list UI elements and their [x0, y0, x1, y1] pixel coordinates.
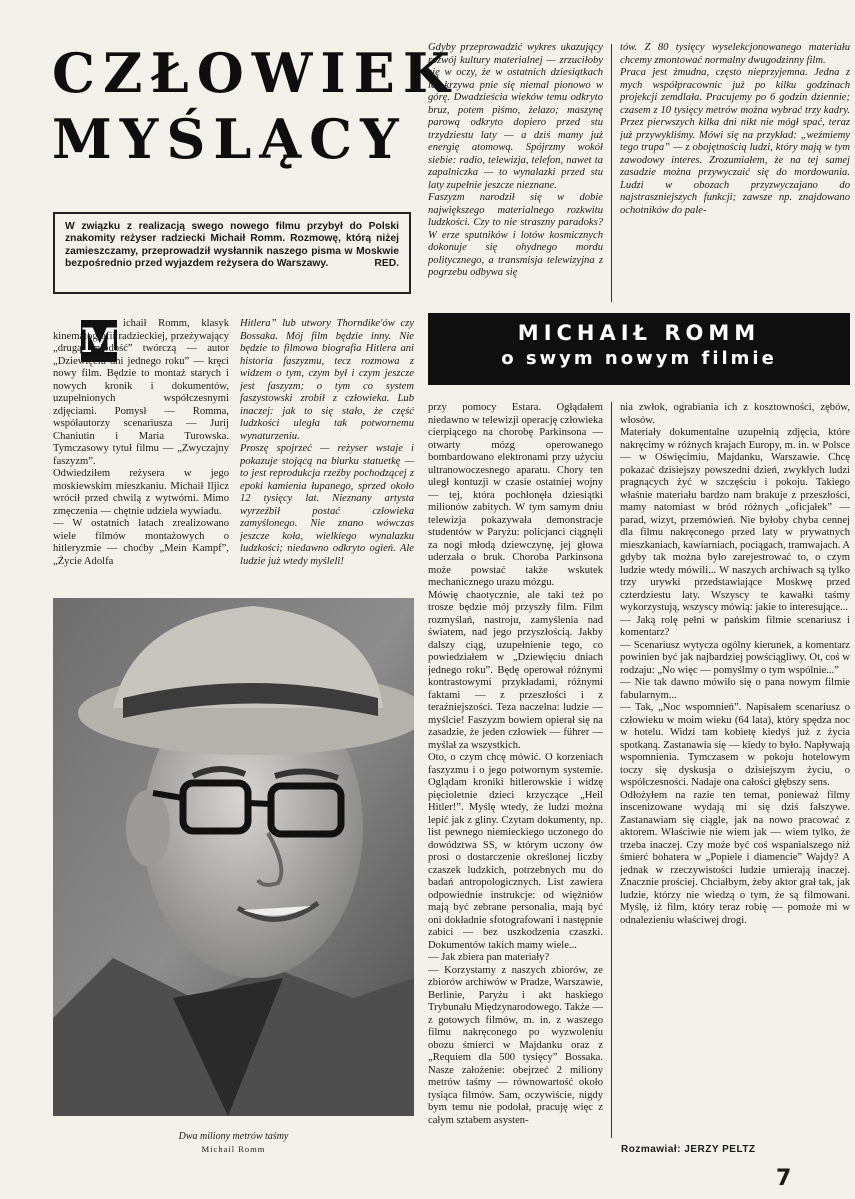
portrait-illustration	[53, 598, 414, 1116]
lead-signature: RED.	[374, 258, 399, 270]
column-left-1: ichaił Romm, klasyk kinematografii radzieckiej, przeżywający „drugą młodość” twórczą — autor „Dziewięciu dni jednego roku” — kręci nowy film. Będzie to montaż starych i nowych kronik i dokumentów, uzupełnionych współczesnymi zdjęciami. Pomysł — Romma, współautorzy scenariusza — Jurij Chaniutin i Maria Turowska. Tymczasowy tytuł filmu — „Zwyczajny faszyzm”. Odwiedziłem reżysera w jego moskiewskim mieszkaniu. Michaił Iljicz wrócił przed chwilą z wytwórni. Mimo zmęczenia — chętnie udziela wywiadu. — W ostatnich latach zrealizowano wiele filmów montażowych o hitleryzmie — choćby „Mein Kampf”, „Życie Adolfa	[53, 318, 229, 567]
interview-banner	[428, 313, 850, 385]
banner-subtitle: o swym nowym filmie	[501, 348, 777, 369]
page-number: 7	[776, 1166, 792, 1191]
portrait-photo	[53, 598, 414, 1116]
column-top-right-2: tów. Z 80 tysięcy wyselekcjonowanego materiału chcemy zmontować normalny dwugodzinny film. Praca jest żmudna, często nieprzyjemna. Jedna z mych współpracownic już po kilku godzinach projekcji zemdlała. Pracujemy po 6 godzin dziennie; czasem z 10 tysięcy metrów można wybrać trzy kadry. Przez pierwszych kilka dni nikt nie mógł spać, teraz już przywykliśmy. Mówi się na przykład: „weźmiemy tego trupa” — z obojętnością ludzi, który mają w tym zawodowy interes. Zrozumiałem, że na tej samej zasadzie można przywyczaić się do mordowania. Ludzi w obozach przyzwyczajano do najstraszniejszych funkcji; zawsze np. znajdowano ochotników do pale-	[620, 42, 850, 216]
photo-caption	[53, 1131, 414, 1155]
column-right: nia zwłok, ograbiania ich z kosztowności, zębów, włosów. Materiały dokumentalne uzupełnią zdjęcia, które nakręcimy w różnych krajach Europy, m. in. w Polsce — w Oświęcimiu, Majdanku, Warszawie. Chcę pokazać dzisiejszy powszedni dzień, zwykłych ludzi pragnących żyć w szczęściu i pokoju. Takiego właśnie materiału bardzo nam brakuje z przeszłości, mamy natomiast w bród różnych „oficjałek” — parad, wizyt, przemówień. Nie byłoby chyba cennej dla filmu nakręconego przed laty w prywatnych mieszkaniach, kawiarniach, pociągach, tramwajach. A gdyby tak można było zarejestrować to, o czym ludzie wtedy mówili... W naszych archiwach są tylko trzy urywki przedstawiające Moskwę przed czterdziestu laty. Wszyscy te kawałki taśmy wykorzystują, wszyscy mówią: jakie to interesujące... — Jaką rolę pełni w pańskim filmie scenariusz i komentarz? — Scenariusz wytycza ogólny kierunek, a komentarz powinien być jak najbardziej powściągliwy. Ot, coś w rodzaju: „No więc — pomyślmy o tym wspólnie...” — Nie tak dawno mówiło się o pana nowym filmie fabularnym... — Tak, „Noc wspomnień”. Napisałem scenariusz o człowieku w moim wieku (64 lata), który spędza noc w hotelu. Widzi tam kobietę kiedyś już z życia spotkaną. Zastanawia się — kiedy to było. Napływają wspomnienia. Tymczasem w pokoju hotelowym toczy się dyskusja o dzisiejszym życiu, o współczesności. Nadaje ona całości głębszy sens. Odłożyłem na razie ten temat, ponieważ filmy inscenizowane wydają mi się dziś fałszywe. Zastanawiam się ciągle, jak na nowo pracować z aktorem. Właściwie nie wiem jak — wiem tylko, że trzeba inaczej. Czy może być coś wspanialszego niż śmierć bohatera w „Popiele i diamencie” Wajdy? A jednak w rzeczywistości ludzie umierają inaczej. Znacznie prościej. Chciałbym, żeby aktor grał tak, jak ludzie, którzy nie wiedzą o tym, że są filmowani. Myślę, iż film, który teraz robię — pomoże mi w odnalezieniu właściwej drogi.	[620, 402, 850, 926]
title-line-1: CZŁOWIEK	[52, 41, 458, 105]
column-divider	[611, 44, 612, 302]
banner-name: MICHAIŁ ROMM	[517, 321, 761, 345]
drop-cap: M	[81, 321, 119, 361]
column-divider-lower	[611, 402, 612, 1138]
title-line-2: MYŚLĄCY	[52, 107, 407, 171]
column-middle: przy pomocy Estara. Ogłądałem niedawno w telewizji operację człowieka cierpiącego na chorobę Parkinsona — otwarty mózg operowanego bombardowano elektronami przy użyciu ultranowoczesnego aparatu. Chory ten uległ kontuzji w czasie ostatniej wojny — tej, która pochłonęła dziesiątki milionów zabitych. W tym samym dniu telewizja pokazywała demonstracje studentów w Paryżu: policjanci ciągnęli za nogi młodą dziewczynę, jej głowa uderzała o bruk. Choroba Parkinsona może powstać także wskutek mechanicznego urazu mózgu. Mówię chaotycznie, ale taki też po trosze będzie mój przyszły film. Film rozmyślań, nastroju, zamyślenia nad światem, nad jego przyszłością. Jakby dalszy ciąg, uzupełnienie tego, co powiedziałem w „Dziewięciu dniach jednego roku”. Będę operował różnymi kontrastowymi przykładami, różnymi faktami — z przeszłości i z teraźniejszości. Teza naczelna: ludzie — myślcie! Faszyzm bowiem opierał się na zasadzie, że jeden człowiek — führer — myślał za wszystkich. Oto, o czym chcę mówić. O korzeniach faszyzmu i o jego potwornym systemie. Oglądam kroniki hitlerowskie i widzę pięcioletnie dzieci krzyczące „Heil Hitler!”. Myślę wtedy, że ludzi można lepić jak z gliny. Czytam dokumenty, np. list pewnego niemieckiego uczonego do dowództwa SS, w którym uczony ów prosi o dostarczenie określonej liczby czaszek ludzkich, potrzebnych mu do badań antropologicznych. List zawiera odpowiednie instrukcje: od więźniów mają być zebrane personalia, mają być oni dokładnie sfotografowani i następnie zabici — bez uszkodzenia czaszki. Dokumentów takich mamy wiele... — Jak zbiera pan materiały? — Korzystamy z naszych zbiorów, ze zbiorów archiwów w Pradze, Warszawie, Berlinie, Paryżu i akt haskiego Trybunału Międzynarodowego. Także — z gotowych filmów, m. in. z waszego filmu nakręconego po wyzwoleniu obozu śmierci w Majdanku oraz z „Requiem dla 500 tysięcy” Bossaka. Nasze założenie: obejrzeć 2 miliony metrów taśmy — równowartość około tysiąca filmów. Sam, oczywiście, nigdy bym temu nie podołał, pracuję więc z całym sztabem asysten-	[428, 402, 603, 1126]
article-title	[52, 40, 458, 172]
caption-line-1: Dwa miliony metrów taśmy	[178, 1131, 289, 1142]
column-top-right-1: Gdyby przeprowadzić wykres ukazujący rozwój kultury materialnej — zrzuciłoby się w oczy, że w ostatnich dziesiątkach lat krzywa pnie się niemal pionowo w górę. Dwadzieścia wieków temu odkryto bruz, potem piśmo, żelazo; maszynę parową odkryto dopiero przed stu trzydziestu laty — a dziś mamy już energię atomową. Spójrzmy wokół siebie: radio, telewizja, telefon, nawet ta zapalniczka — to wynalazki przed stu laty zupełnie jeszcze nieznane. Faszyzm narodził się w dobie największego materialnego rozkwitu ludzkości. Czy to nie straszny paradoks? W erze sputników i lotów kosmicznych dokonuje się ohydnego mordu politycznego, a transmisja telewizyjna z pogrzebu odbywa się	[428, 42, 603, 278]
column-left-2: Hitlera” lub utwory Thorndike'ów czy Bossaka. Mój film będzie inny. Nie będzie to filmowa biografia Hitlera ani historia faszyzmu, tecz rozmowa z widzem o tym, czym był i czym jeszcze jest faszyzm; o tym co system faszystowski zrobił z człowieka. Lub inaczej: jak to się stało, że część ludzkości uległa tak potwornemu wynaturzeniu. Proszę spojrzeć — reżyser wstaje i pokazuje stojącą na biurku statuetkę — to jest reprodukcja rzeźby pochodzącej z epoki kamienia łupanego, sprzed około 12 tysięcy lat. Nieznany artysta wyrzeźbił postać człowieka zamyślonego. Nie znano wówczas jeszcze koła, wielkiego wynalazku ludzkości; niedawno odkryto ogień. Ale ludzie już wtedy myśleli!	[240, 318, 414, 567]
lead-text: W związku z realizacją swego nowego filmu przybył do Polski znakomity reżyser radziecki Michaił Romm. Rozmowę, którą niżej zamieszczamy, przeprowadził wysłannik naszego pisma w Moskwie bezpośrednio przed wyjazdem reżysera do Warszawy.	[65, 221, 399, 270]
interviewer-credit: Rozmawiał: JERZY PELTZ	[621, 1144, 756, 1155]
lead-box	[53, 212, 411, 294]
caption-line-2: Michail Romm	[201, 1144, 266, 1154]
